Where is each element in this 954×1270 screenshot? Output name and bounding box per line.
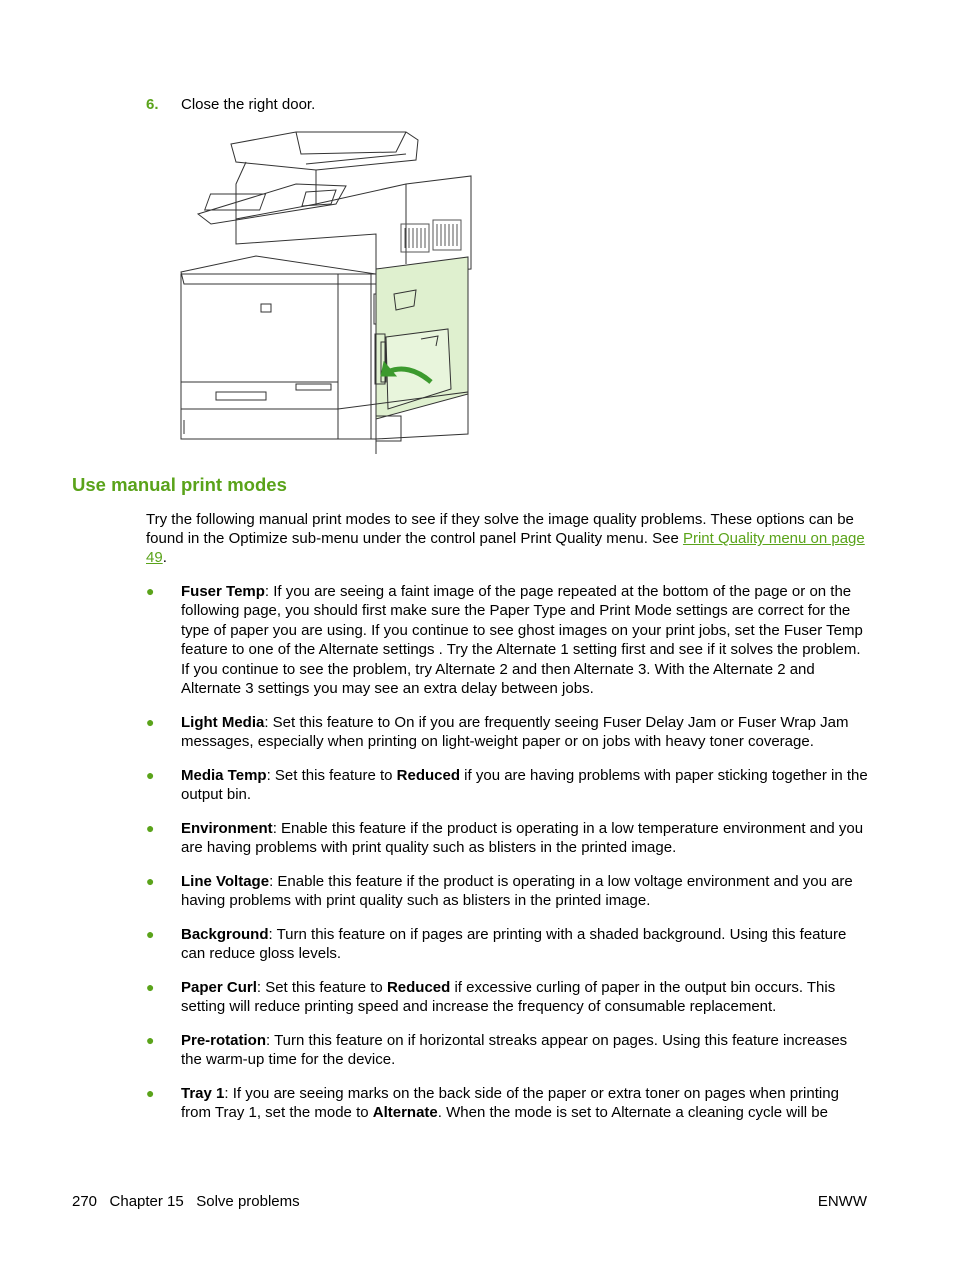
bullet-icon: ● [146, 713, 155, 730]
item-term: Environment [181, 819, 273, 837]
bullet-icon: ● [146, 766, 155, 783]
bullet-icon: ● [146, 1084, 155, 1101]
item-text: : If you are seeing a faint image of the page repeated at the bottom of the page or on the following page, you should first make sure the Paper Type and Print Mode settings are correct for the type of paper you are using. If you continue to see ghost images on your print jobs, set the Fuser Temp feature to one of the Alternate settings . Try the Alternate 1 setting first and see if it solves the problem. If you continue to see the problem, try Alternate 2 and then Alternate 3. With the Alternate 2 and Alternate 3 settings you may see an extra delay between jobs. [181, 583, 863, 698]
item-text: : Set this feature to [266, 766, 397, 784]
item-text: : If you are seeing marks on the back side of the paper or extra toner on pages when printing from Tray 1, set the mode to [181, 1084, 839, 1122]
item-text: : Turn this feature on if horizontal streaks appear on pages. Using this feature increases the warm-up time for the device. [181, 1031, 848, 1069]
item-term: Pre-rotation [181, 1031, 267, 1049]
list-item [146, 925, 868, 964]
list-item [146, 1031, 868, 1070]
item-term: Fuser Temp [181, 583, 265, 600]
list-item [146, 766, 868, 805]
section-heading: Use manual print modes [72, 474, 287, 495]
bullet-icon: ● [146, 872, 155, 889]
intro-text: Try the following manual print modes to see if they solve the image quality problems. These options can be found in the Optimize sub-menu under the control panel Print Quality menu. See [146, 511, 854, 548]
item-term: Line Voltage [181, 872, 270, 890]
item-emphasis: Reduced [386, 978, 451, 996]
list-item [146, 713, 868, 752]
step-number: 6. [146, 96, 159, 113]
bullet-icon: ● [146, 1031, 155, 1048]
item-term: Media Temp [181, 766, 267, 784]
item-text: if you are having problems with paper sticking together in the output bin. [181, 766, 868, 804]
item-term: Paper Curl [181, 978, 257, 996]
printer-illustration [176, 124, 476, 454]
footer-locale: ENWW [817, 1193, 867, 1210]
list-item [146, 582, 868, 698]
print-quality-menu-link[interactable]: Print Quality menu on page 49 [146, 530, 865, 567]
item-term: Tray 1 [181, 1084, 225, 1102]
item-term: Background [181, 925, 269, 943]
intro-paragraph [146, 510, 868, 568]
item-text: : Set this feature to On if you are frequently seeing Fuser Delay Jam or Fuser Wrap Jam messages, especially when printing on light-weight paper or on jobs with heavy toner coverage. [181, 713, 849, 751]
item-text: : Enable this feature if the product is operating in a low voltage environment and you are having problems with print quality such as blisters in the printed image. [181, 872, 853, 910]
list-item [146, 819, 868, 858]
item-text: if excessive curling of paper in the output bin occurs. This setting will reduce printing speed and increase the frequency of consumable replacement. [181, 978, 836, 1016]
list-item [146, 978, 868, 1017]
item-text: : Turn this feature on if pages are printing with a shaded background. Using this feature can reduce gloss levels. [181, 925, 847, 963]
item-text: . When the mode is set to Alternate a cleaning cycle will be [437, 1104, 828, 1122]
item-term: Light Media [181, 713, 265, 731]
bullet-icon: ● [146, 583, 155, 599]
list-item [146, 872, 868, 911]
list-item [146, 1084, 868, 1123]
item-text: : Set this feature to [256, 978, 387, 996]
intro-end: . [162, 549, 167, 567]
print-mode-list [146, 582, 868, 1137]
item-text: : Enable this feature if the product is operating in a low temperature environment and you are having problems with print quality such as blisters in the printed image. [181, 819, 864, 857]
item-emphasis: Alternate [372, 1104, 438, 1122]
bullet-icon: ● [146, 978, 155, 995]
bullet-icon: ● [146, 925, 155, 942]
step-text: Close the right door. [181, 96, 316, 113]
item-emphasis: Reduced [396, 766, 461, 784]
bullet-icon: ● [146, 819, 155, 836]
footer-page-info: 270 Chapter 15 Solve problems [72, 1193, 300, 1210]
